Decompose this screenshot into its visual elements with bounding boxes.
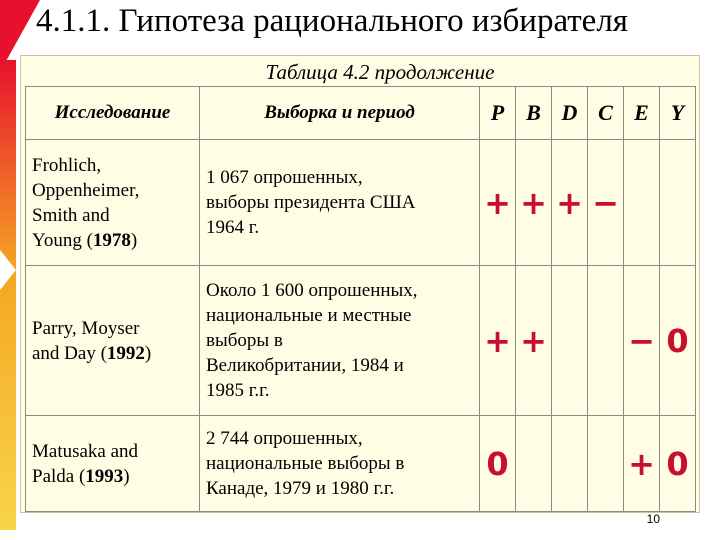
- study-line: Parry, Moyser: [32, 317, 140, 339]
- flag-y: [660, 140, 696, 266]
- header-col-b: B: [516, 87, 552, 140]
- sample-line: 1 067 опрошенных,: [206, 167, 363, 188]
- slide-title: 4.1.1. Гипотеза рационального избирателя: [36, 3, 628, 39]
- study-table: [25, 86, 696, 512]
- side-stripe-decoration: [0, 60, 16, 530]
- study-line: Palda (: [32, 465, 86, 487]
- study-year: 1978: [92, 229, 131, 251]
- sample-line: 1964 г.: [206, 217, 260, 238]
- sample-line: выборы в: [206, 330, 283, 351]
- flag-e: [624, 140, 660, 266]
- flag-d: [552, 266, 588, 416]
- flag-e: −: [624, 266, 660, 416]
- flag-e: +: [624, 416, 660, 512]
- flag-b: +: [516, 266, 552, 416]
- flag-p: +: [480, 140, 516, 266]
- table-row: [26, 416, 696, 512]
- table-row: [26, 140, 696, 266]
- flag-b: [516, 416, 552, 512]
- sample-line: 2 744 опрошенных,: [206, 428, 363, 449]
- sample-line: национальные выборы в: [206, 453, 405, 474]
- flag-y: 0: [660, 416, 696, 512]
- sample-cell: [200, 416, 480, 512]
- table-row: [26, 266, 696, 416]
- study-cell: [26, 416, 200, 512]
- header-col-p: P: [480, 87, 516, 140]
- flag-y: 0: [660, 266, 696, 416]
- header-sample: Выборка и период: [200, 87, 480, 140]
- study-line: Frohlich,: [32, 154, 102, 176]
- study-cell: [26, 266, 200, 416]
- header-col-d: D: [552, 87, 588, 140]
- flag-b: +: [516, 140, 552, 266]
- flag-c: −: [588, 140, 624, 266]
- sample-line: 1985 г.г.: [206, 380, 270, 401]
- study-line: Smith and: [32, 204, 110, 226]
- study-line: Oppenheimer,: [32, 179, 140, 201]
- study-year: 1992: [106, 342, 145, 364]
- sample-cell: [200, 140, 480, 266]
- study-line: Matusaka and: [32, 440, 139, 462]
- sample-line: Великобритании, 1984 и: [206, 355, 404, 376]
- study-year: 1993: [85, 465, 124, 487]
- sample-cell: [200, 266, 480, 416]
- flag-c: [588, 416, 624, 512]
- sample-line: Около 1 600 опрошенных,: [206, 280, 418, 301]
- sample-line: национальные и местные: [206, 305, 412, 326]
- flag-d: [552, 416, 588, 512]
- page-number: 10: [646, 512, 660, 526]
- study-paren: ): [123, 465, 130, 487]
- sample-line: Канаде, 1979 и 1980 г.г.: [206, 478, 395, 499]
- flag-p: 0: [480, 416, 516, 512]
- study-cell: [26, 140, 200, 266]
- sample-line: выборы президента США: [206, 192, 416, 213]
- study-line: Young (: [32, 229, 93, 251]
- header-row: [26, 87, 696, 140]
- header-col-y: Y: [660, 87, 696, 140]
- flag-p: +: [480, 266, 516, 416]
- flag-c: [588, 266, 624, 416]
- study-paren: ): [144, 342, 152, 364]
- table-panel: [20, 55, 700, 513]
- header-col-e: E: [624, 87, 660, 140]
- flag-d: +: [552, 140, 588, 266]
- header-col-c: C: [588, 87, 624, 140]
- header-study: Исследование: [26, 87, 200, 140]
- study-line: and Day (: [32, 342, 107, 364]
- study-paren: ): [130, 229, 138, 251]
- table-caption: Таблица 4.2 продолжение: [265, 60, 495, 84]
